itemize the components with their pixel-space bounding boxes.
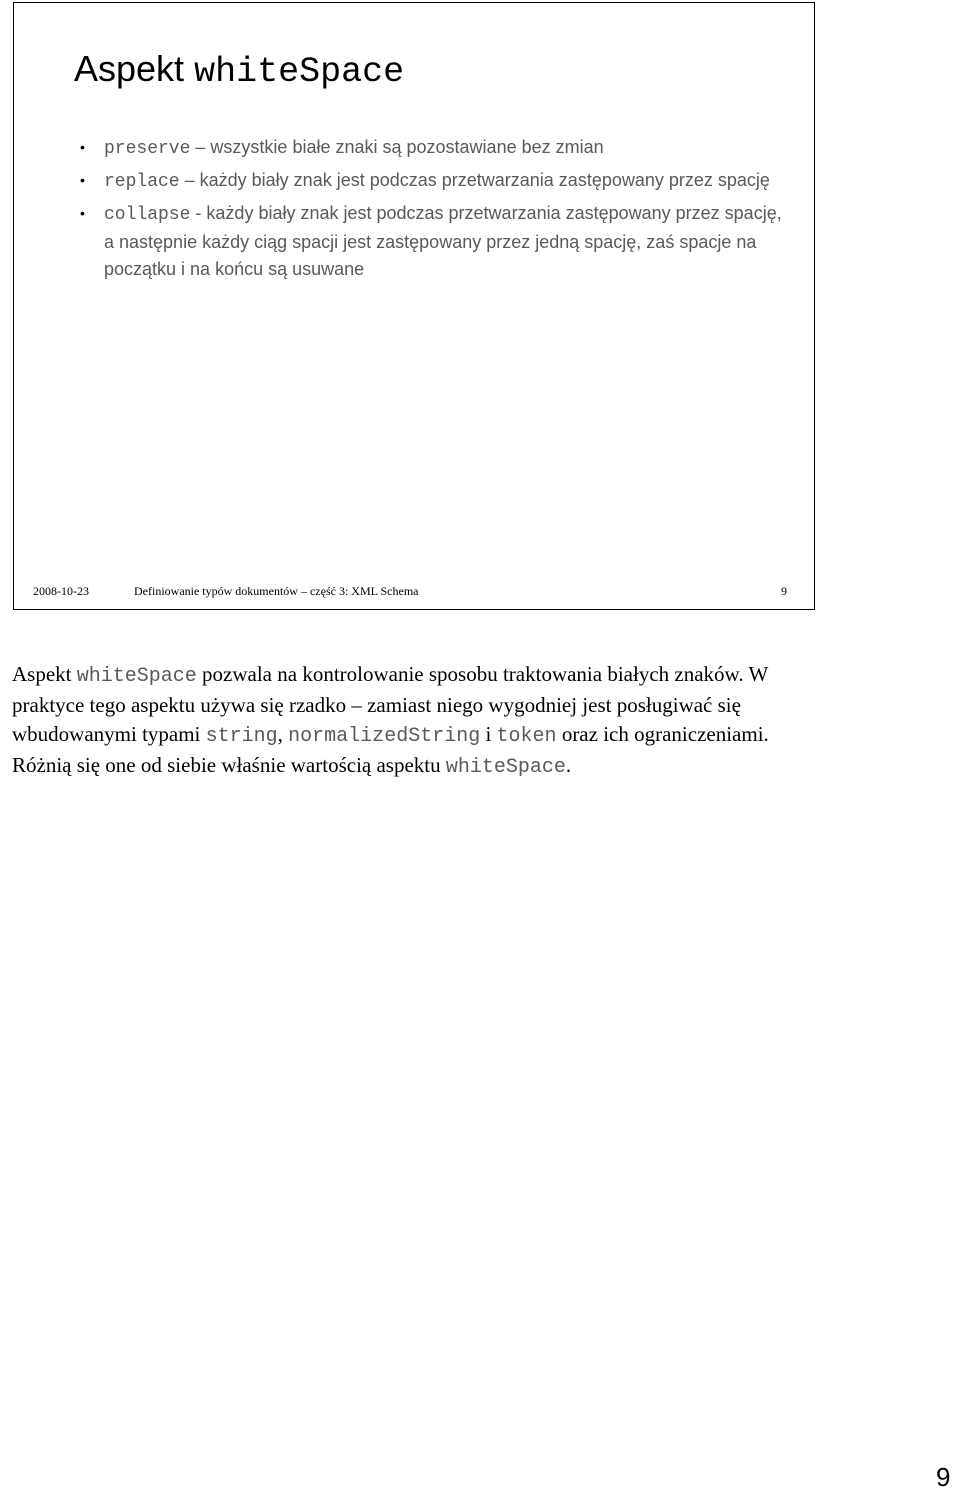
slide-title: [74, 47, 404, 94]
slide-title-text: Aspekt: [74, 48, 185, 89]
notes-code: normalizedString: [288, 725, 481, 748]
bullet-text-preserve: – wszystkie białe znaki są pozostawiane bez zmian: [190, 137, 604, 157]
notes-paragraph: [12, 660, 802, 782]
bullet-text-replace: – każdy biały znak jest podczas przetwarzania zastępowany przez spację: [179, 170, 770, 190]
bullet-code-collapse: collapse: [104, 205, 191, 225]
notes-text: ,: [277, 722, 289, 746]
notes-text: i: [480, 722, 497, 746]
bullet-text-collapse: - każdy biały znak jest podczas przetwarzania zastępowany przez spację, a następnie każdy ciąg spacji jest zastępowany przez jedną spację, zaś spacje na początku i na końcu są usuwane: [104, 203, 782, 279]
bullet-icon: •: [80, 139, 85, 155]
footer-slide-number: 9: [781, 584, 787, 598]
notes-code: whiteSpace: [76, 665, 197, 688]
notes-code: token: [496, 725, 557, 748]
notes-text: .: [565, 753, 572, 777]
slide-frame: [13, 2, 815, 610]
page-number: 9: [936, 1462, 951, 1492]
bullet-list: [80, 134, 784, 287]
bullet-icon: •: [80, 172, 85, 188]
notes-code: whiteSpace: [445, 756, 566, 779]
bullet-item-replace: [80, 167, 784, 196]
notes-text: Aspekt: [12, 662, 77, 686]
bullet-code-preserve: preserve: [104, 139, 191, 159]
footer-title: Definiowanie typów dokumentów – część 3: XML Schema: [134, 584, 419, 598]
slide-title-code: whiteSpace: [194, 52, 405, 92]
notes-text: pozwala na kontrolowanie sposobu traktowania białych znaków. W praktyce tego aspektu używa się rzadko – zamiast niego wygodniej jest posługiwać się wbudowanymi typami: [12, 662, 768, 746]
notes-text: oraz ich ograniczeniami. Różnią się one od siebie właśnie wartością aspektu: [12, 722, 769, 777]
bullet-item-collapse: [80, 200, 784, 283]
footer-date: 2008-10-23: [33, 584, 89, 598]
bullet-item-preserve: [80, 134, 784, 163]
notes-code: string: [205, 725, 278, 748]
bullet-code-replace: replace: [104, 172, 180, 192]
bullet-icon: •: [80, 205, 85, 221]
